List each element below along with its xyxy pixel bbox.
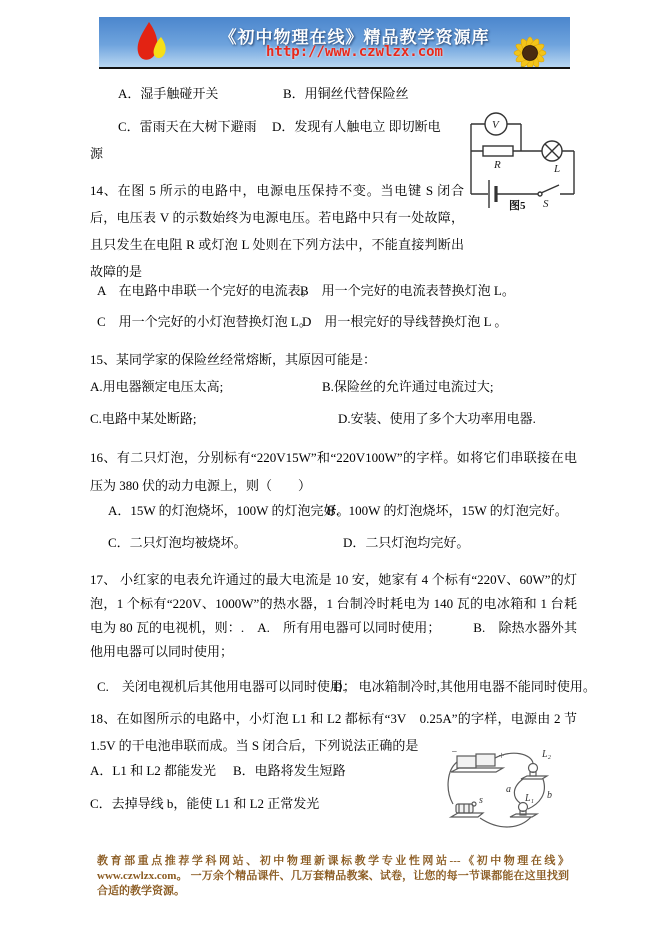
question-18-stem: 18、在如图所示的电路中，小灯泡 L1 和 L2 都标有“3V 0.25A”的字样，电源由 2 节 1.5V 的干电池串联而成。当 S 闭合后，下列说法正确的是: [90, 711, 577, 753]
fig5-lamp-label: L: [554, 163, 561, 175]
question-15-option-a: A.用电器额定电压太高;: [90, 379, 224, 394]
wire-battery-to-switch: [448, 762, 457, 804]
question-14-option-a: A 在电路中串联一个完好的电流表。: [97, 283, 314, 298]
battery-minus-label: −: [451, 747, 458, 758]
lamp-l1-label: L₁: [525, 793, 535, 804]
question-16-stem: 16、有二只灯泡，分别标有“220V15W”和“220V100W”的字样。如将它们串联接在电压为 380 伏的动力电源上，则（ ）: [90, 450, 577, 493]
question-17-stem: 17、 小红家的电表允许通过的最大电流是 10 安，她家有 4 个标有“220V、60W”的灯泡，1 个标有“220V、1000W”的热水器，1 台制冷时耗电为 140 瓦的电冰箱和 1 台耗电为 80 瓦的电视机，则：. A. 所有用电器可以同时使用； B. 除热水器外其他用电器可以同时使用；: [90, 572, 577, 659]
question-14-stem: 14、在图 5 所示的电路中，电源电压保持不变。当电键 S 闭合后，电压表 V 的示数始终为电源电压。若电路中只有一处故障，且只发生在电阻 R 或灯泡 L 处则在下列方法中，不能直接判断出故障的是: [90, 183, 464, 279]
fig5-switch-label: S: [543, 198, 549, 210]
wire-b-label: b: [547, 790, 552, 801]
battery-cell-1: [457, 756, 476, 768]
wire-a-label: a: [506, 784, 511, 795]
question-17-option-c: C. 关闭电视机后其他用电器可以同时使用；: [97, 679, 356, 694]
battery-cell-2: [476, 754, 495, 766]
q13-option-a: A．湿手触碰开关: [118, 86, 219, 101]
question-18-option-c: C．去掉导线 b，能使 L1 和 L2 正常发光: [90, 796, 320, 811]
fig5-resistor-label: R: [494, 159, 501, 171]
question-16-option-b: B．100W 的灯泡烧坏，15W 的灯泡完好。: [327, 503, 568, 518]
q13-option-d-overflow: 源: [90, 146, 104, 161]
lamp-l2-label: L₂: [542, 749, 552, 760]
question-15-option-b: B.保险丝的允许通过电流过大;: [322, 379, 494, 394]
wire-a: [514, 779, 523, 803]
site-logo-icon: [127, 20, 173, 65]
question-16-option-a: A．15W 的灯泡烧坏，100W 的灯泡完好。: [108, 503, 350, 518]
question-15-stem: 15、某同学家的保险丝经常熔断，其原因可能是：: [90, 352, 377, 367]
q13-option-d: D．发现有人触电立 即切断电: [272, 119, 441, 134]
question-16-option-d: D．二只灯泡均完好。: [343, 535, 470, 550]
question-18-circuit-sketch: [443, 746, 571, 841]
sunflower-icon: [500, 27, 556, 69]
site-banner: [99, 17, 570, 69]
lamp-l2-bulb: [529, 764, 538, 773]
resistor-symbol: [483, 146, 513, 156]
question-14-option-b: B 用一个完好的电流表替换灯泡 L。: [300, 283, 515, 298]
figure-5-circuit-diagram: [459, 110, 585, 216]
question-15-option-c: C.电路中某处断路;: [90, 411, 197, 426]
question-18-option-b: B．电路将发生短路: [233, 763, 346, 778]
question-18-option-a: A．L1 和 L2 都能发光: [90, 763, 217, 778]
wire-switch-to-l1: [480, 817, 531, 827]
switch-blade: [541, 185, 559, 193]
fig5-voltmeter-label: V: [492, 119, 499, 131]
banner-title: 《初中物理在线》精品教学资源库: [219, 28, 490, 47]
question-17-option-d: D. 电冰箱制冷时,其他用电器不能同时使用。: [333, 679, 596, 694]
question-16-option-c: C．二只灯泡均被烧坏。: [108, 535, 247, 550]
figure-5-caption: 图5: [509, 200, 526, 212]
question-14-option-d: D 用一根完好的导线替换灯泡 L 。: [302, 314, 508, 329]
q13-option-c: C．雷雨天在大树下避雨: [118, 119, 257, 134]
q13-option-b: B．用铜丝代替保险丝: [283, 86, 409, 101]
switch-label: s: [479, 795, 483, 806]
footer-promo-text: 教育部重点推荐学科网站、初中物理新课标教学专业性网站---《初中物理在线》www.czwlzx.com。 一万余个精品课件、几万套精品教案、试卷，让您的每一节课都能在这里找到合适的教学资源。: [97, 855, 569, 897]
question-15-option-d: D.安装、使用了多个大功率用电器.: [338, 411, 536, 426]
banner-url: http://www.czwlzx.com: [265, 44, 443, 60]
battery-plus-label: +: [498, 751, 505, 762]
question-14-option-c: C 用一个完好的小灯泡替换灯泡 L。: [97, 314, 312, 329]
